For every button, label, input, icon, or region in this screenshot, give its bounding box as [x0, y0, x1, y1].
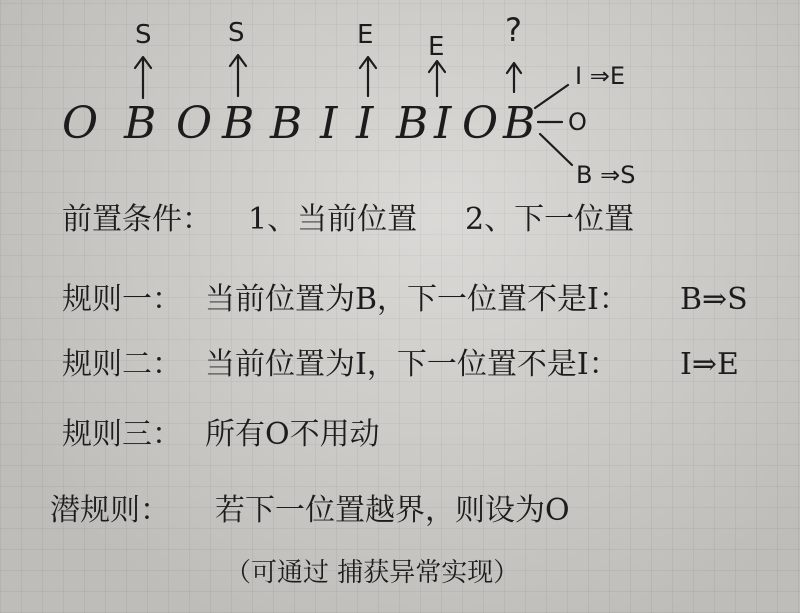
seq-char-8: B [396, 98, 429, 149]
rule-1-label: 规则一： [62, 282, 182, 317]
branch-mid-label: O [568, 108, 587, 136]
rule-2-text: 当前位置为I，下一位置不是I： [205, 347, 619, 382]
up-arrow-3 [360, 57, 376, 96]
up-arrow-2 [230, 55, 246, 96]
branch-lines [535, 85, 572, 165]
hidden-rule-label: 潜规则： [50, 493, 170, 528]
seq-char-4: B [222, 98, 255, 149]
rule-2-result: I⇒E [680, 347, 739, 382]
branch-bottom-label: B ⇒S [576, 161, 636, 189]
seq-char-1: O [62, 98, 99, 149]
seq-char-2: B [124, 98, 157, 149]
rule-1-text: 当前位置为B，下一位置不是I： [205, 282, 629, 317]
precondition-item-1: 1、当前位置 [248, 202, 418, 237]
rule-2-label: 规则二： [62, 347, 182, 382]
tag-s-1: S [135, 20, 152, 50]
seq-char-10: O [462, 98, 499, 149]
precondition-item-2: 2、下一位置 [465, 202, 635, 237]
up-arrow-4 [429, 61, 445, 96]
tag-e-1: E [357, 20, 374, 50]
hidden-rule-text: 若下一位置越界，则设为O [215, 493, 570, 528]
rule-1-result: B⇒S [680, 282, 748, 317]
seq-char-5: B [270, 98, 303, 149]
seq-char-9: I [434, 98, 452, 149]
seq-char-11: B [503, 98, 536, 149]
branch-top-label: I ⇒E [575, 62, 625, 90]
up-arrow-5 [507, 63, 521, 92]
tag-s-2: S [228, 18, 245, 48]
tag-e-2: E [428, 32, 445, 62]
rule-3-label: 规则三： [62, 417, 182, 452]
up-arrow-1 [135, 57, 151, 98]
seq-char-3: O [176, 98, 213, 149]
seq-char-7: I [356, 98, 374, 149]
rule-3-text: 所有O不用动 [205, 417, 380, 452]
hidden-rule-note: （可通过 捕获异常实现） [225, 558, 520, 588]
preconditions-label: 前置条件： [62, 202, 212, 237]
seq-char-6: I [320, 98, 338, 149]
tag-question: ? [505, 11, 522, 49]
